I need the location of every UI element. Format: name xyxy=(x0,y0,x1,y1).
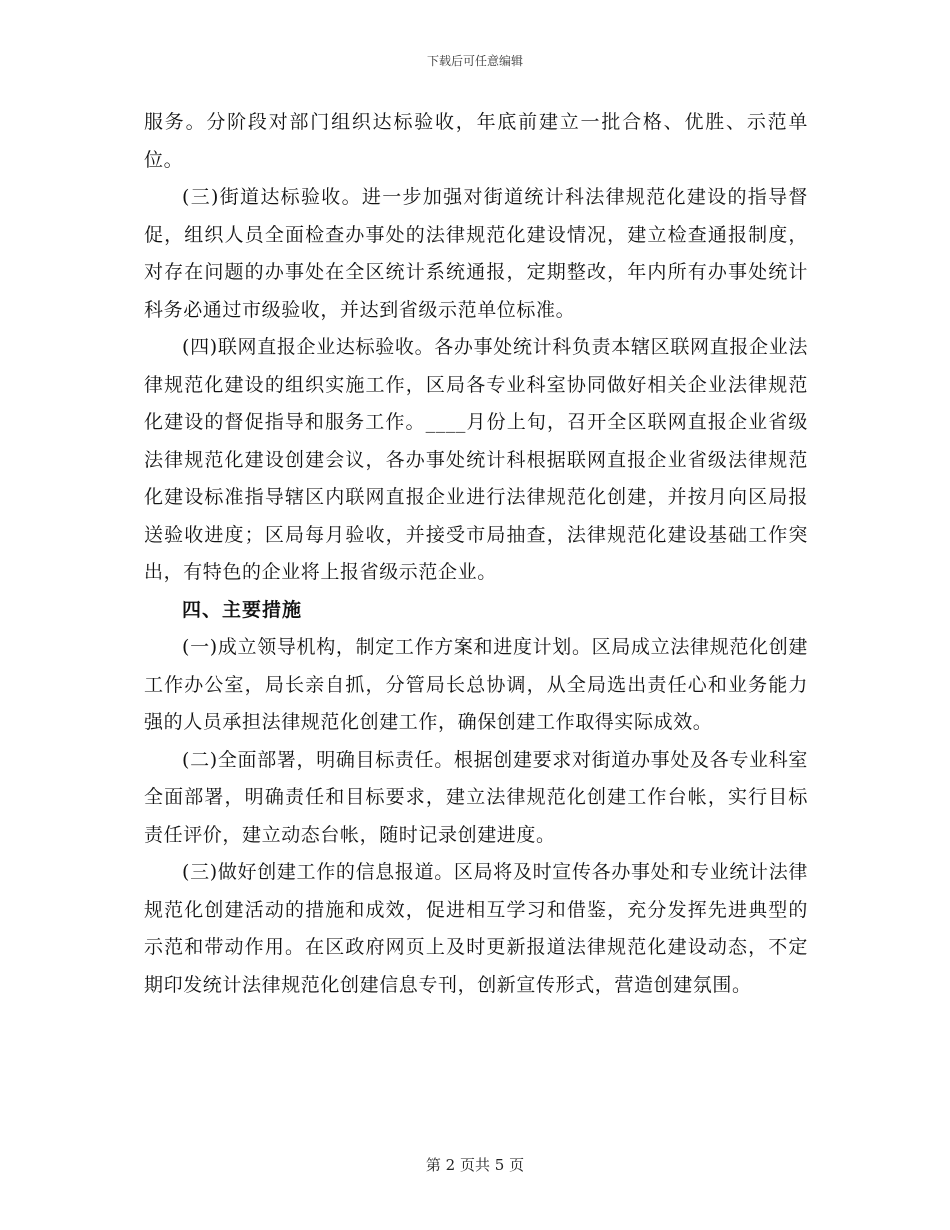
page-header: 下载后可任意编辑 xyxy=(426,54,523,68)
section-heading-main-measures: 四、主要措施 xyxy=(182,598,303,621)
page-number: 第 2 页共 5 页 xyxy=(425,1156,525,1174)
paragraph-online-reporting-acceptance: (四)联网直报企业达标验收。各办事处统计科负责本辖区联网直报企业法律规范化建设的组织实施工作，区局各专业科室协同做好相关企业法律规范化建设的督促指导和服务工作。____月份上旬，召开全区联网直报企业省级法律规范化建设创建会议，各办事处统计科根据联网直报企业省级法律规范化建设标准指导辖区内联网直报企业进行法律规范化创建，并按月向区局报送验收进度；区局每月验收，并接受市局抽查，法律规范化建设基础工作突出，有特色的企业将上报省级示范企业。 xyxy=(144,336,808,583)
paragraph-information-reporting: (三)做好创建工作的信息报道。区局将及时宣传各办事处和专业统计法律规范化创建活动的措施和成效，促进相互学习和借鉴，充分发挥先进典型的示范和带动作用。在区政府网页上及时更新报道法律规范化建设动态，不定期印发统计法律规范化创建信息专刊，创新宣传形式，营造创建氛围。 xyxy=(144,861,808,996)
paragraph-street-acceptance: (三)街道达标验收。进一步加强对街道统计科法律规范化建设的指导督促，组织人员全面检查办事处的法律规范化建设情况，建立检查通报制度，对存在问题的办事处在全区统计系统通报，定期整改，年内所有办事处统计科务必通过市级验收，并达到省级示范单位标准。 xyxy=(144,186,808,321)
document-body xyxy=(144,104,808,1004)
paragraph-deployment: (二)全面部署，明确目标责任。根据创建要求对街道办事处及各专业科室全面部署，明确责任和目标要求，建立法律规范化创建工作台帐，实行目标责任评价，建立动态台帐，随时记录创建进度。 xyxy=(144,748,808,846)
paragraph-continuation: 服务。分阶段对部门组织达标验收，年底前建立一批合格、优胜、示范单位。 xyxy=(144,111,808,171)
paragraph-leadership-body: (一)成立领导机构，制定工作方案和进度计划。区局成立法律规范化创建工作办公室，局长亲自抓，分管局长总协调，从全局选出责任心和业务能力强的人员承担法律规范化创建工作，确保创建工作取得实际成效。 xyxy=(144,636,808,733)
